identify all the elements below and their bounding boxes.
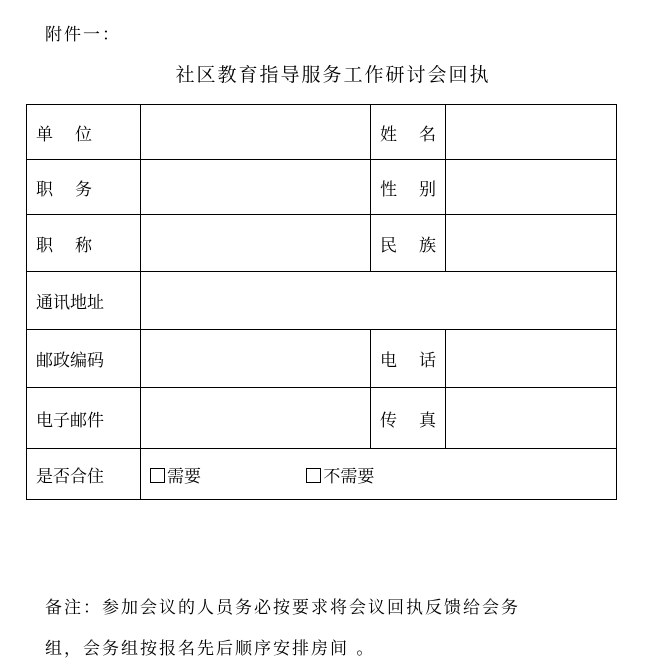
position-field[interactable]	[141, 160, 371, 215]
table-row	[27, 160, 617, 215]
lodging-options	[141, 449, 617, 500]
ethnicity-label: 民 族	[371, 215, 446, 272]
table-row	[27, 330, 617, 388]
gender-field[interactable]	[446, 160, 617, 215]
postcode-field[interactable]	[141, 330, 371, 388]
postcode-label: 邮政编码	[27, 330, 141, 388]
gender-label: 性 别	[371, 160, 446, 215]
address-label: 通讯地址	[27, 272, 141, 330]
table-row	[27, 449, 617, 500]
table-row	[27, 388, 617, 449]
note	[45, 588, 615, 670]
attachment-label: 附件一：	[45, 25, 121, 45]
registration-form-table	[26, 104, 617, 500]
email-label: 电子邮件	[27, 388, 141, 449]
table-row	[27, 272, 617, 330]
lodging-label: 是否合住	[27, 449, 141, 500]
ethnicity-field[interactable]	[446, 215, 617, 272]
checkbox-icon[interactable]	[306, 468, 321, 483]
phone-field[interactable]	[446, 330, 617, 388]
phone-label: 电 话	[371, 330, 446, 388]
email-field[interactable]	[141, 388, 371, 449]
checkbox-icon[interactable]	[150, 468, 165, 483]
address-field[interactable]	[141, 272, 617, 330]
note-line: 组，会务组按报名先后顺序安排房间 。	[45, 639, 376, 659]
option-no-need[interactable]: 不需要	[306, 462, 374, 487]
table-row	[27, 105, 617, 160]
table-row	[27, 215, 617, 272]
name-label: 姓 名	[371, 105, 446, 160]
fax-label: 传 真	[371, 388, 446, 449]
job-title-label: 职 称	[27, 215, 141, 272]
note-line: 备注：参加会议的人员务必按要求将会议回执反馈给会务	[45, 598, 520, 618]
unit-label: 单 位	[27, 105, 141, 160]
job-title-field[interactable]	[141, 215, 371, 272]
unit-field[interactable]	[141, 105, 371, 160]
name-field[interactable]	[446, 105, 617, 160]
option-need[interactable]: 需要	[150, 462, 201, 487]
fax-field[interactable]	[446, 388, 617, 449]
position-label: 职 务	[27, 160, 141, 215]
form-title: 社区教育指导服务工作研讨会回执	[175, 64, 491, 86]
